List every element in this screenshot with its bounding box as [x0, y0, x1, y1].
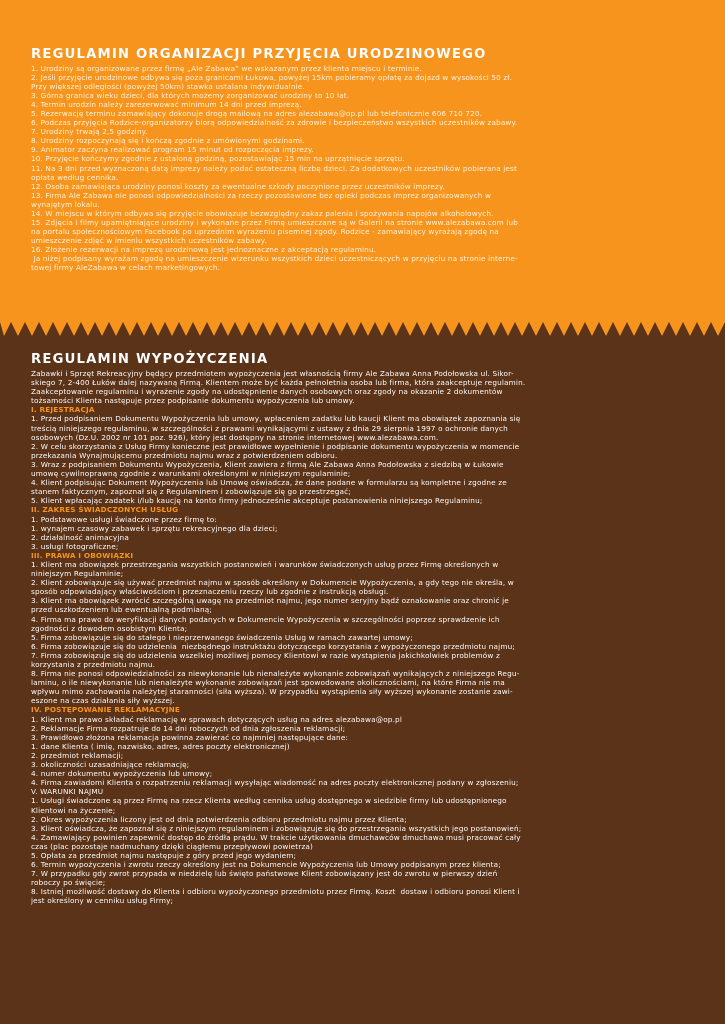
- rental-rule-line: 5. Klient wpłacając zadatek i/lub kaucję na konto firmy jednocześnie akceptuje postanowienia niniejszego Regulaminu;: [31, 496, 483, 506]
- rental-rule-line: 4. numer dokumentu wypożyczenia lub umowy;: [31, 769, 213, 779]
- birthday-rule-line: Ja niżej podpisany wyrażam zgodę na umieszczenie wizerunku wszystkich dzieci uczestniczących w przyjęciu na stronie interne-: [31, 253, 518, 263]
- rental-rule-line: 2. Reklamacje Firma rozpatruje do 14 dni roboczych od dnia zgłoszenia reklamacji;: [31, 723, 346, 733]
- birthday-rule-line: opłata według cennika.: [31, 172, 119, 182]
- birthday-rule-line: 5. Rezerwację terminu zamawiający dokonuje drogą mailową na adres alezabawa@op.pl lub telefonicznie 606 710 720.: [31, 109, 483, 119]
- birthday-rule-line: 3. Górna granica wieku dzieci, dla których możemy zorganizować urodziny to 10 lat.: [31, 91, 350, 101]
- birthday-rule-line: towej firmy AleZabawa w celach marketingowych.: [31, 263, 221, 273]
- rental-rule-line: 4. Firma zawiadomi Klienta o rozpatrzeniu reklamacji wysyłając wiadomość na adres poczty elektronicznej podany w zgłoszeniu;: [31, 778, 519, 788]
- rental-rule-line: 8. Istniej możliwość dostawy do Klienta i odbioru wypożyczonego przedmiotu przez Firmę. Koszt dostaw i odbioru ponosi Klient i: [31, 887, 520, 897]
- birthday-rule-line: 11. Na 3 dni przed wyznaczoną datą imprezy należy podać ostateczną liczbę dzieci. Za dodatkowych uczestników pobierana jest: [31, 163, 517, 173]
- rental-rule-line: 1. Usługi świadczone są przez Firmę na rzecz Klienta według cennika usług dostępnego w siedzibie firmy lub udostępnionego: [31, 796, 507, 806]
- rental-rule-line: 2. Klient zobowiązuje się używać przedmiot najmu w sposób określony w Dokumencie Wypożyczenia, a gdy tego nie określa, w: [31, 578, 514, 588]
- rental-rule-line: wpływu mimo zachowania należytej staranności (siła wyższa). W przypadku wystąpienia siły wyższej wykonanie zostanie zawi-: [31, 687, 513, 697]
- rental-rule-line: V. WARUNKI NAJMU: [31, 787, 104, 797]
- rental-rules-list: [31, 369, 703, 906]
- rental-rule-line: 2. przedmiot reklamacji;: [31, 750, 124, 760]
- rental-rule-line: 4. Firma ma prawo do weryfikacji danych podanych w Dokumencie Wypożyczenia w szczególności poprzez sprawdzenie ich: [31, 614, 500, 624]
- birthday-rule-line: umieszczenie zdjęć w imieniu wszystkich uczestników zabawy.: [31, 235, 267, 245]
- rental-rule-line: korzystania z przedmiotu najmu.: [31, 660, 156, 669]
- rental-rule-line: 2. W celu skorzystania z Usług Firmy konieczne jest prawidłowe wypełnienie i podpisanie dokumentu wypożyczenia w momencie: [31, 441, 520, 451]
- birthday-rule-line: 14. W miejscu w którym odbywa się przyjęcie obowiązuje bezwzględny zakaz palenia i spożywania napojów alkoholowych.: [31, 208, 494, 218]
- birthday-rule-line: na portalu społecznościowym Facebook po uprzednim wyrażeniu pisemnej zgody. Rodzice - zamawiający wyrażają zgodę na: [31, 226, 499, 236]
- birthday-rule-line: Przy większej odległości (powyżej 50km) stawka ustalana indywidualnie.: [31, 82, 305, 92]
- birthday-rule-line: 1. Urodziny są organizowane przez firmę „Ale Zabawa” we wskazanym przez klienta miejscu i terminie.: [31, 64, 422, 73]
- rental-rule-line: roboczy po święcie;: [31, 878, 106, 888]
- rental-rules-content: [31, 352, 703, 906]
- rental-rule-line: Zaakceptowanie regulaminu i wyrażenie zgody na udostępnienie danych osobowych oraz zgody na okazanie 2 dokumentów: [31, 387, 503, 397]
- birthday-rule-line: wynajętym lokalu.: [31, 199, 100, 209]
- rental-rule-line: stanem faktycznym, zapoznał się z Regulaminem i zobowiązuje się go przestrzegać;: [31, 487, 351, 497]
- rental-rule-line: 7. Firma zobowiązuje się do udzielenia wszelkiej możliwej pomocy Klientowi w razie wystąpienia jakichkolwiek problemów z: [31, 650, 500, 660]
- rental-rule-line: Klientowi na życzenie;: [31, 805, 116, 815]
- rental-rule-line: 1. Klient ma prawo składać reklamację w sprawach dotyczących usług na adres alezabawa@op.pl: [31, 714, 403, 724]
- rental-rule-line: 1. Przed podpisaniem Dokumentu Wypożyczenia lub umowy, wpłaceniem zadatku lub kaucji Klient ma obowiązek zapoznania się: [31, 414, 521, 424]
- rental-rule-line: 3. Wraz z podpisaniem Dokumentu Wypożyczenia, Klient zawiera z firmą Ale Zabawa Anna Podołowska z siedzibą w Łukowie: [31, 459, 504, 469]
- birthday-rules-title: REGULAMIN ORGANIZACJI PRZYJĘCIA URODZINOWEGO: [31, 47, 487, 62]
- rental-rule-line: 2. Okres wypożyczenia liczony jest od dnia potwierdzenia odbioru przedmiotu najmu przez Klienta;: [31, 814, 407, 824]
- rental-rule-line: jest określony w cenniku usług Firmy;: [31, 896, 174, 906]
- birthday-rules-content: [31, 47, 703, 272]
- rental-rule-line: 6. Termin wypożyczenia i zwrotu rzeczy określony jest na Dokumencie Wypożyczenia lub Umowy podpisanym przez klienta;: [31, 860, 501, 870]
- birthday-rules-panel: [0, 0, 725, 327]
- rental-rule-line: 6. Firma zobowiązuje się do udzielenia niezbędnego instruktażu dotyczącego korzystania z wypożyczonego przedmiotu najmu;: [31, 641, 515, 651]
- rental-rule-line: eszone na czas działania siły wyższej.: [31, 696, 175, 706]
- birthday-rule-line: 16. Złożenie rezerwacji na imprezę urodzinową jest jednoznaczne z akceptacją regulaminu.: [31, 244, 377, 254]
- birthday-rule-line: 4. Termin urodzin należy zarezerwować minimum 14 dni przed imprezą.: [31, 100, 302, 110]
- rental-rule-line: niniejszym Regulaminie;: [31, 569, 124, 579]
- rental-rule-line: 1. Podstawowe usługi świadczone przez firmę to:: [31, 514, 217, 524]
- birthday-rule-line: 9. Animator zaczyna realizować program 15 minut od rozpoczęcia imprezy.: [31, 145, 314, 155]
- rental-section-heading: IV. POSTĘPOWANIE REKLAMACYJNE: [31, 705, 181, 715]
- rental-rule-line: osobowych (Dz.U. 2002 nr 101 poz. 926), który jest dostępny na stronie internetowej www.alezabawa.com.: [31, 432, 439, 442]
- rental-rule-line: 7. W przypadku gdy zwrot przypada w niedzielę lub święto państwowe Klient zobowiązany jest do zwrotu w pierwszy dzień: [31, 869, 498, 879]
- rental-rule-line: 1. dane Klienta ( imię, nazwisko, adres, adres poczty elektronicznej): [31, 741, 290, 751]
- birthday-rules-list: [31, 64, 703, 272]
- rental-rule-line: 3. Klient ma obowiązek zwrócić szczególną uwagę na przedmiot najmu, jego numer seryjny bądź oznakowanie oraz chronić je: [31, 596, 509, 606]
- birthday-rule-line: 10. Przyjęcie kończymy zgodnie z ustaloną godziną, pozostawiając 15 min na uprzątnięcie sprzętu.: [31, 154, 405, 164]
- rental-rule-line: 1. wynajem czasowy zabawek i sprzętu rekreacyjnego dla dzieci;: [31, 523, 278, 533]
- rental-rule-line: tożsamości Klienta następuje przez podpisanie dokumentu wypożyczenia lub umowy.: [31, 396, 355, 406]
- rental-rule-line: sposób odpowiadający właściwościom i przeznaczeniu rzeczy lub zgodnie z instrukcją obsługi.: [31, 587, 389, 597]
- rental-rule-line: 8. Firma nie ponosi odpowiedzialności za niewykonanie lub nienależyte wykonanie zobowiązań wynikających z niniejszego Regu-: [31, 669, 520, 679]
- rental-rule-line: przekazania Wynajmującemu przedmiotu najmu wraz z potwierdzeniem odbioru.: [31, 450, 338, 460]
- birthday-rule-line: 8. Urodziny rozpoczynają się i kończą zgodnie z umówionymi godzinami.: [31, 136, 305, 146]
- rental-rule-line: 4. Zamawiający powinien zapewnić dostęp do źródła prądu. W trakcie użytkowania dmuchawców dmuchawa musi pracować cały: [31, 832, 521, 842]
- rental-rule-line: czas (plac pozostaje nadmuchany dzięki ciągłemu przepływowi powietrza): [31, 841, 314, 851]
- birthday-rule-line: 6. Podczas przyjęcia Rodzice-organizatorzy biorą odpowiedzialność za zdrowie i bezpieczeństwo wszystkich uczestników zabawy.: [31, 118, 518, 128]
- rental-rule-line: Zabawki i Sprzęt Rekreacyjny będący przedmiotem wypożyczenia jest własnością firmy Ale Zabawa Anna Podołowska ul. Sikor-: [31, 369, 514, 378]
- rental-rule-line: 5. Firma zobowiązuje się do stałego i nieprzerwanego świadczenia Usług w ramach zawartej umowy;: [31, 632, 413, 642]
- rental-rules-title: REGULAMIN WYPOŻYCZENIA: [31, 352, 269, 367]
- rental-rule-line: 3. Klient oświadcza, że zapoznał się z niniejszym regulaminem i zobowiązuje się do przestrzegania wszystkich jego postanowień;: [31, 823, 522, 833]
- birthday-rule-line: 15. Zdjęcia i filmy upamiętniające urodziny i wykonane przez Firmę umieszczane są w Galerii na stronie www.alezabawa.com lub: [31, 217, 518, 227]
- zigzag-divider: [0, 316, 725, 338]
- rental-rule-line: przed uszkodzeniem lub ewentualną podmianą;: [31, 605, 213, 615]
- rental-rule-line: treścią niniejszego regulaminu, w szczególności z prawami wynikającymi z ustawy z dnia 29 sierpnia 1997 o ochronie danych: [31, 423, 508, 433]
- rental-rules-panel: [0, 338, 725, 1024]
- rental-rule-line: 2. działalność animacyjna: [31, 532, 129, 542]
- birthday-rule-line: 2. Jeśli przyjęcie urodzinowe odbywa się poza granicami Łukowa, powyżej 15km pobieramy opłatę za dojazd w wysokości 50 zł.: [31, 73, 512, 83]
- rental-rule-line: 3. Prawidłowo złożona reklamacja powinna zawierać co najmniej następujące dane:: [31, 732, 349, 742]
- birthday-rule-line: 13. Firma Ale Zabawa nie ponosi odpowiedzialności za rzeczy pozostawione bez opieki podczas imprez organizowanych w: [31, 190, 492, 200]
- birthday-rule-line: 12. Osoba zamawiająca urodziny ponosi koszty za ewentualne szkody poczynione przez uczestników imprezy.: [31, 181, 445, 191]
- rental-section-heading: III. PRAWA I OBOWIĄZKI: [31, 550, 134, 560]
- rental-rule-line: 4. Klient podpisując Dokument Wypożyczenia lub Umowę oświadcza, że dane podane w formularzu są kompletne i zgodne ze: [31, 478, 507, 488]
- rental-section-heading: I. REJESTRACJA: [31, 405, 95, 415]
- rental-rule-line: 3. usługi fotograficzne;: [31, 541, 119, 551]
- rental-rule-line: skiego 7, 2-400 Łuków dalej nazywaną Firmą. Klientem może być każda pełnoletnia osoba lub firma, która zaakceptuje regulamin.: [31, 378, 526, 388]
- rental-rule-line: 5. Opłata za przedmiot najmu następuje z góry przed jego wydaniem;: [31, 850, 297, 860]
- rental-section-heading: II. ZAKRES ŚWIADCZONYCH USŁUG: [31, 505, 179, 515]
- rental-rule-line: zgodności z dowodem osobistym Klienta;: [31, 623, 188, 633]
- birthday-rule-line: 7. Urodziny trwają 2,5 godziny.: [31, 127, 148, 137]
- rental-rule-line: 1. Klient ma obowiązek przestrzegania wszystkich postanowień i warunków świadczonych usług przez Firmę określonych w: [31, 559, 499, 569]
- rental-rule-line: umowę cywilnoprawną zgodnie z warunkami określonymi w niniejszym regulaminie;: [31, 469, 351, 479]
- rental-rule-line: 3. okoliczności uzasadniające reklamację;: [31, 760, 190, 770]
- rental-rule-line: laminu, o ile niewykonanie lub nienależyte wykonanie zobowiązań jest spowodowane okolicznościami, na które Firma nie ma: [31, 678, 505, 688]
